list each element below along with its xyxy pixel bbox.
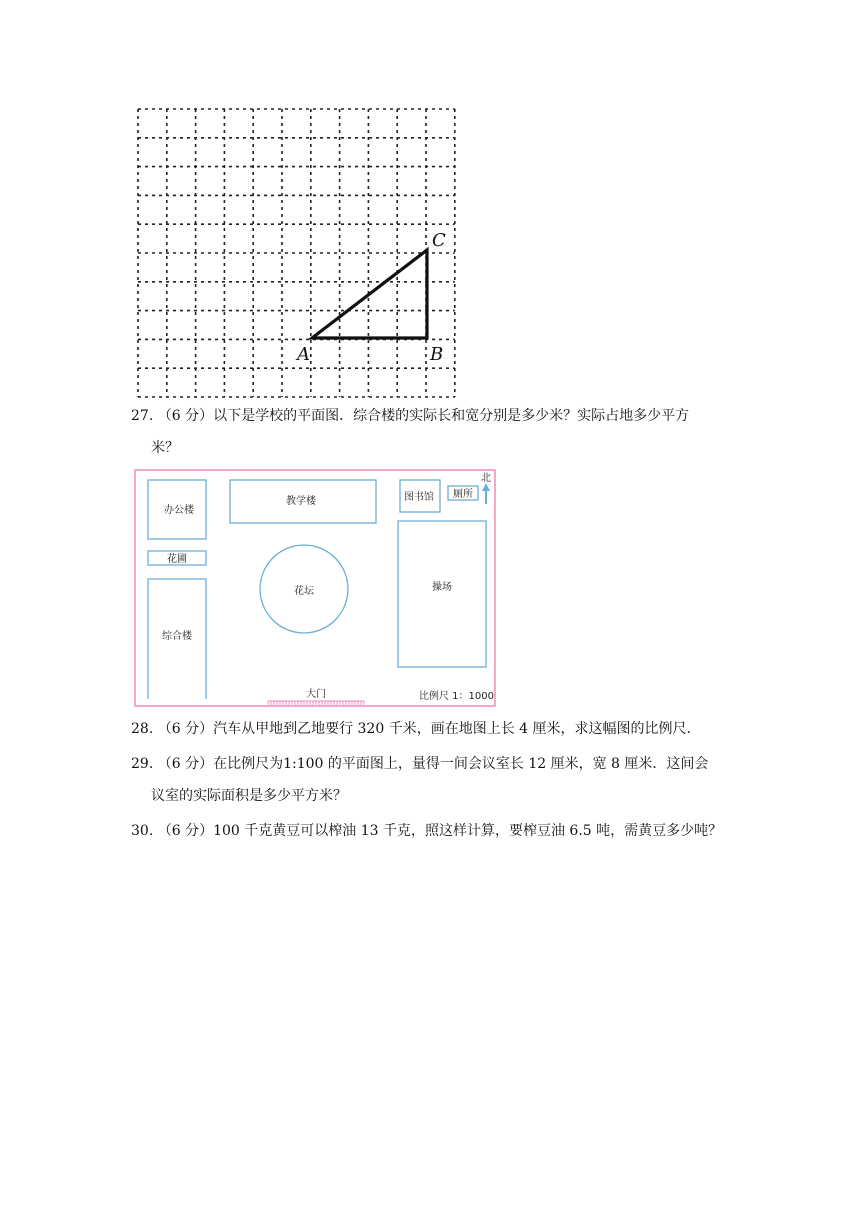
garden-label: 花圃 — [167, 554, 187, 565]
dotted-grid-figure — [132, 106, 458, 398]
question-29-line2: 议室的实际面积是多少平方米？ — [151, 788, 347, 804]
question-number: 28. — [131, 721, 154, 737]
teaching-label: 教学楼 — [286, 496, 316, 507]
office-label: 办公楼 — [164, 505, 194, 516]
library-label: 图书馆 — [404, 492, 434, 503]
question-text: （6 分）汽车从甲地到乙地要行 320 千米，画在地图上长 4 厘米，求这幅图的比例尺． — [157, 721, 701, 737]
question-number: 29. — [131, 756, 154, 772]
school-plan-svg — [134, 469, 496, 707]
question-27-line2: 米？ — [151, 440, 179, 456]
question-text: （6 分）在比例尺为1:100 的平面图上，量得一间会议室长 12 厘米，宽 8 厘米．这间会 — [157, 756, 709, 772]
question-number: 27. — [131, 408, 154, 424]
point-c-label: C — [432, 230, 446, 251]
question-27-line1 — [131, 406, 689, 426]
point-a-label: A — [297, 344, 310, 365]
north-label: 北 — [481, 473, 491, 484]
question-text: （6 分）100 千克黄豆可以榨油 13 千克，照这样计算，要榨豆油 6.5 吨，需黄豆多少吨？ — [157, 823, 723, 839]
complex-label: 综合楼 — [162, 631, 192, 642]
triangle-grid-svg — [132, 106, 458, 398]
gate-label: 大门 — [306, 689, 326, 700]
playground-label: 操场 — [432, 582, 452, 593]
question-29-line1 — [131, 754, 708, 774]
school-plan-map — [134, 469, 496, 707]
flower-bed-label: 花坛 — [294, 586, 314, 597]
scale-label: 比例尺 1：1000 — [419, 691, 494, 702]
question-30-line1 — [131, 821, 722, 841]
toilet-label: 厕所 — [453, 489, 473, 500]
question-number: 30. — [131, 823, 154, 839]
point-b-label: B — [430, 344, 444, 365]
question-28-line1 — [131, 719, 701, 739]
question-text: （6 分）以下是学校的平面图．综合楼的实际长和宽分别是多少米？实际占地多少平方 — [157, 408, 690, 424]
triangle-abc — [312, 250, 427, 338]
